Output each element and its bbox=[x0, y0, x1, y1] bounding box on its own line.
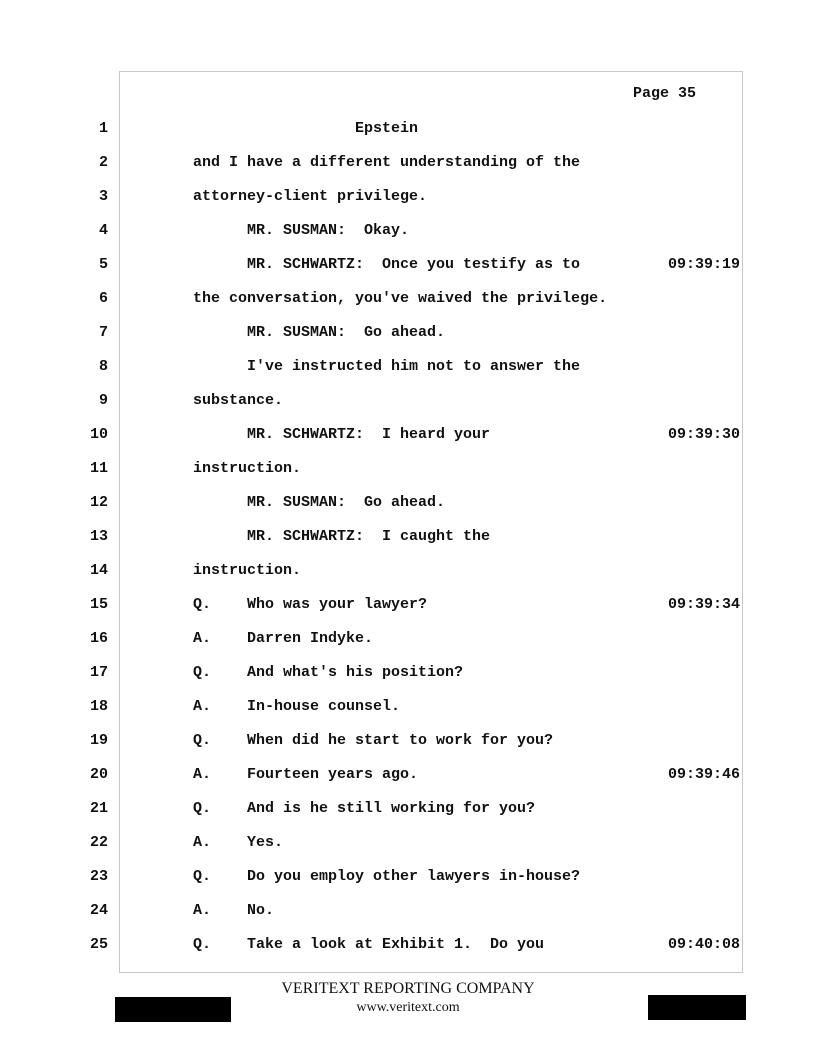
line-number: 14 bbox=[89, 562, 108, 579]
line-text: attorney-client privilege. bbox=[193, 188, 428, 205]
transcript-line bbox=[0, 222, 816, 244]
line-text: Q. And what's his position? bbox=[193, 664, 464, 681]
line-number: 5 bbox=[98, 256, 108, 273]
transcript-line bbox=[0, 868, 816, 890]
transcript-line bbox=[0, 800, 816, 822]
line-number: 7 bbox=[98, 324, 108, 341]
line-text: A. Yes. bbox=[193, 834, 284, 851]
line-number: 6 bbox=[98, 290, 108, 307]
line-text: I've instructed him not to answer the bbox=[193, 358, 581, 375]
transcript-line bbox=[0, 664, 816, 686]
transcript-line bbox=[0, 732, 816, 754]
line-number: 8 bbox=[98, 358, 108, 375]
line-timestamp: 09:39:19 bbox=[667, 256, 740, 273]
transcript-line bbox=[0, 120, 816, 142]
transcript-line bbox=[0, 902, 816, 924]
line-number: 22 bbox=[89, 834, 108, 851]
redaction-box-right bbox=[648, 995, 746, 1020]
transcript-line bbox=[0, 290, 816, 312]
line-number: 17 bbox=[89, 664, 108, 681]
redaction-box-left bbox=[115, 997, 231, 1022]
line-number: 18 bbox=[89, 698, 108, 715]
line-number: 12 bbox=[89, 494, 108, 511]
transcript-line bbox=[0, 494, 816, 516]
line-text: Epstein bbox=[193, 120, 419, 137]
transcript-line bbox=[0, 188, 816, 210]
line-text: A. No. bbox=[193, 902, 275, 919]
transcript-line bbox=[0, 562, 816, 584]
line-number: 13 bbox=[89, 528, 108, 545]
transcript-line bbox=[0, 766, 816, 788]
line-text: Q. Take a look at Exhibit 1. Do you bbox=[193, 936, 545, 953]
line-number: 19 bbox=[89, 732, 108, 749]
line-text: instruction. bbox=[193, 460, 302, 477]
line-text: MR. SCHWARTZ: Once you testify as to bbox=[193, 256, 581, 273]
transcript-line bbox=[0, 154, 816, 176]
line-text: Q. When did he start to work for you? bbox=[193, 732, 554, 749]
line-text: A. Darren Indyke. bbox=[193, 630, 374, 647]
transcript-line bbox=[0, 460, 816, 482]
line-number: 24 bbox=[89, 902, 108, 919]
line-number: 23 bbox=[89, 868, 108, 885]
line-number: 20 bbox=[89, 766, 108, 783]
line-timestamp: 09:39:46 bbox=[667, 766, 740, 783]
line-number: 2 bbox=[98, 154, 108, 171]
transcript-line bbox=[0, 426, 816, 448]
line-text: Q. Who was your lawyer? bbox=[193, 596, 428, 613]
line-number: 9 bbox=[98, 392, 108, 409]
transcript-line bbox=[0, 596, 816, 618]
footer-company: VERITEXT REPORTING COMPANY bbox=[281, 980, 535, 997]
line-timestamp: 09:40:08 bbox=[667, 936, 740, 953]
line-number: 10 bbox=[89, 426, 108, 443]
transcript-line bbox=[0, 324, 816, 346]
line-text: Q. And is he still working for you? bbox=[193, 800, 536, 817]
line-text: MR. SUSMAN: Go ahead. bbox=[193, 494, 446, 511]
line-text: MR. SCHWARTZ: I heard your bbox=[193, 426, 491, 443]
transcript-line bbox=[0, 392, 816, 414]
line-text: MR. SUSMAN: Go ahead. bbox=[193, 324, 446, 341]
page-number: Page 35 bbox=[632, 85, 696, 102]
transcript-line bbox=[0, 528, 816, 550]
line-text: substance. bbox=[193, 392, 284, 409]
line-number: 21 bbox=[89, 800, 108, 817]
line-timestamp: 09:39:34 bbox=[667, 596, 740, 613]
transcript-line bbox=[0, 256, 816, 278]
line-text: Q. Do you employ other lawyers in-house? bbox=[193, 868, 581, 885]
transcript-line bbox=[0, 936, 816, 958]
transcript-line bbox=[0, 698, 816, 720]
line-text: MR. SCHWARTZ: I caught the bbox=[193, 528, 491, 545]
line-number: 4 bbox=[98, 222, 108, 239]
line-number: 3 bbox=[98, 188, 108, 205]
line-number: 1 bbox=[98, 120, 108, 137]
line-number: 15 bbox=[89, 596, 108, 613]
line-number: 16 bbox=[89, 630, 108, 647]
line-text: instruction. bbox=[193, 562, 302, 579]
transcript-line bbox=[0, 630, 816, 652]
line-number: 25 bbox=[89, 936, 108, 953]
line-text: A. Fourteen years ago. bbox=[193, 766, 419, 783]
line-number: 11 bbox=[89, 460, 108, 477]
footer-url: www.veritext.com bbox=[356, 1000, 460, 1015]
line-text: the conversation, you've waived the privilege. bbox=[193, 290, 608, 307]
transcript-line bbox=[0, 358, 816, 380]
line-timestamp: 09:39:30 bbox=[667, 426, 740, 443]
transcript-line bbox=[0, 834, 816, 856]
line-text: MR. SUSMAN: Okay. bbox=[193, 222, 410, 239]
line-text: A. In-house counsel. bbox=[193, 698, 401, 715]
line-text: and I have a different understanding of the bbox=[193, 154, 581, 171]
